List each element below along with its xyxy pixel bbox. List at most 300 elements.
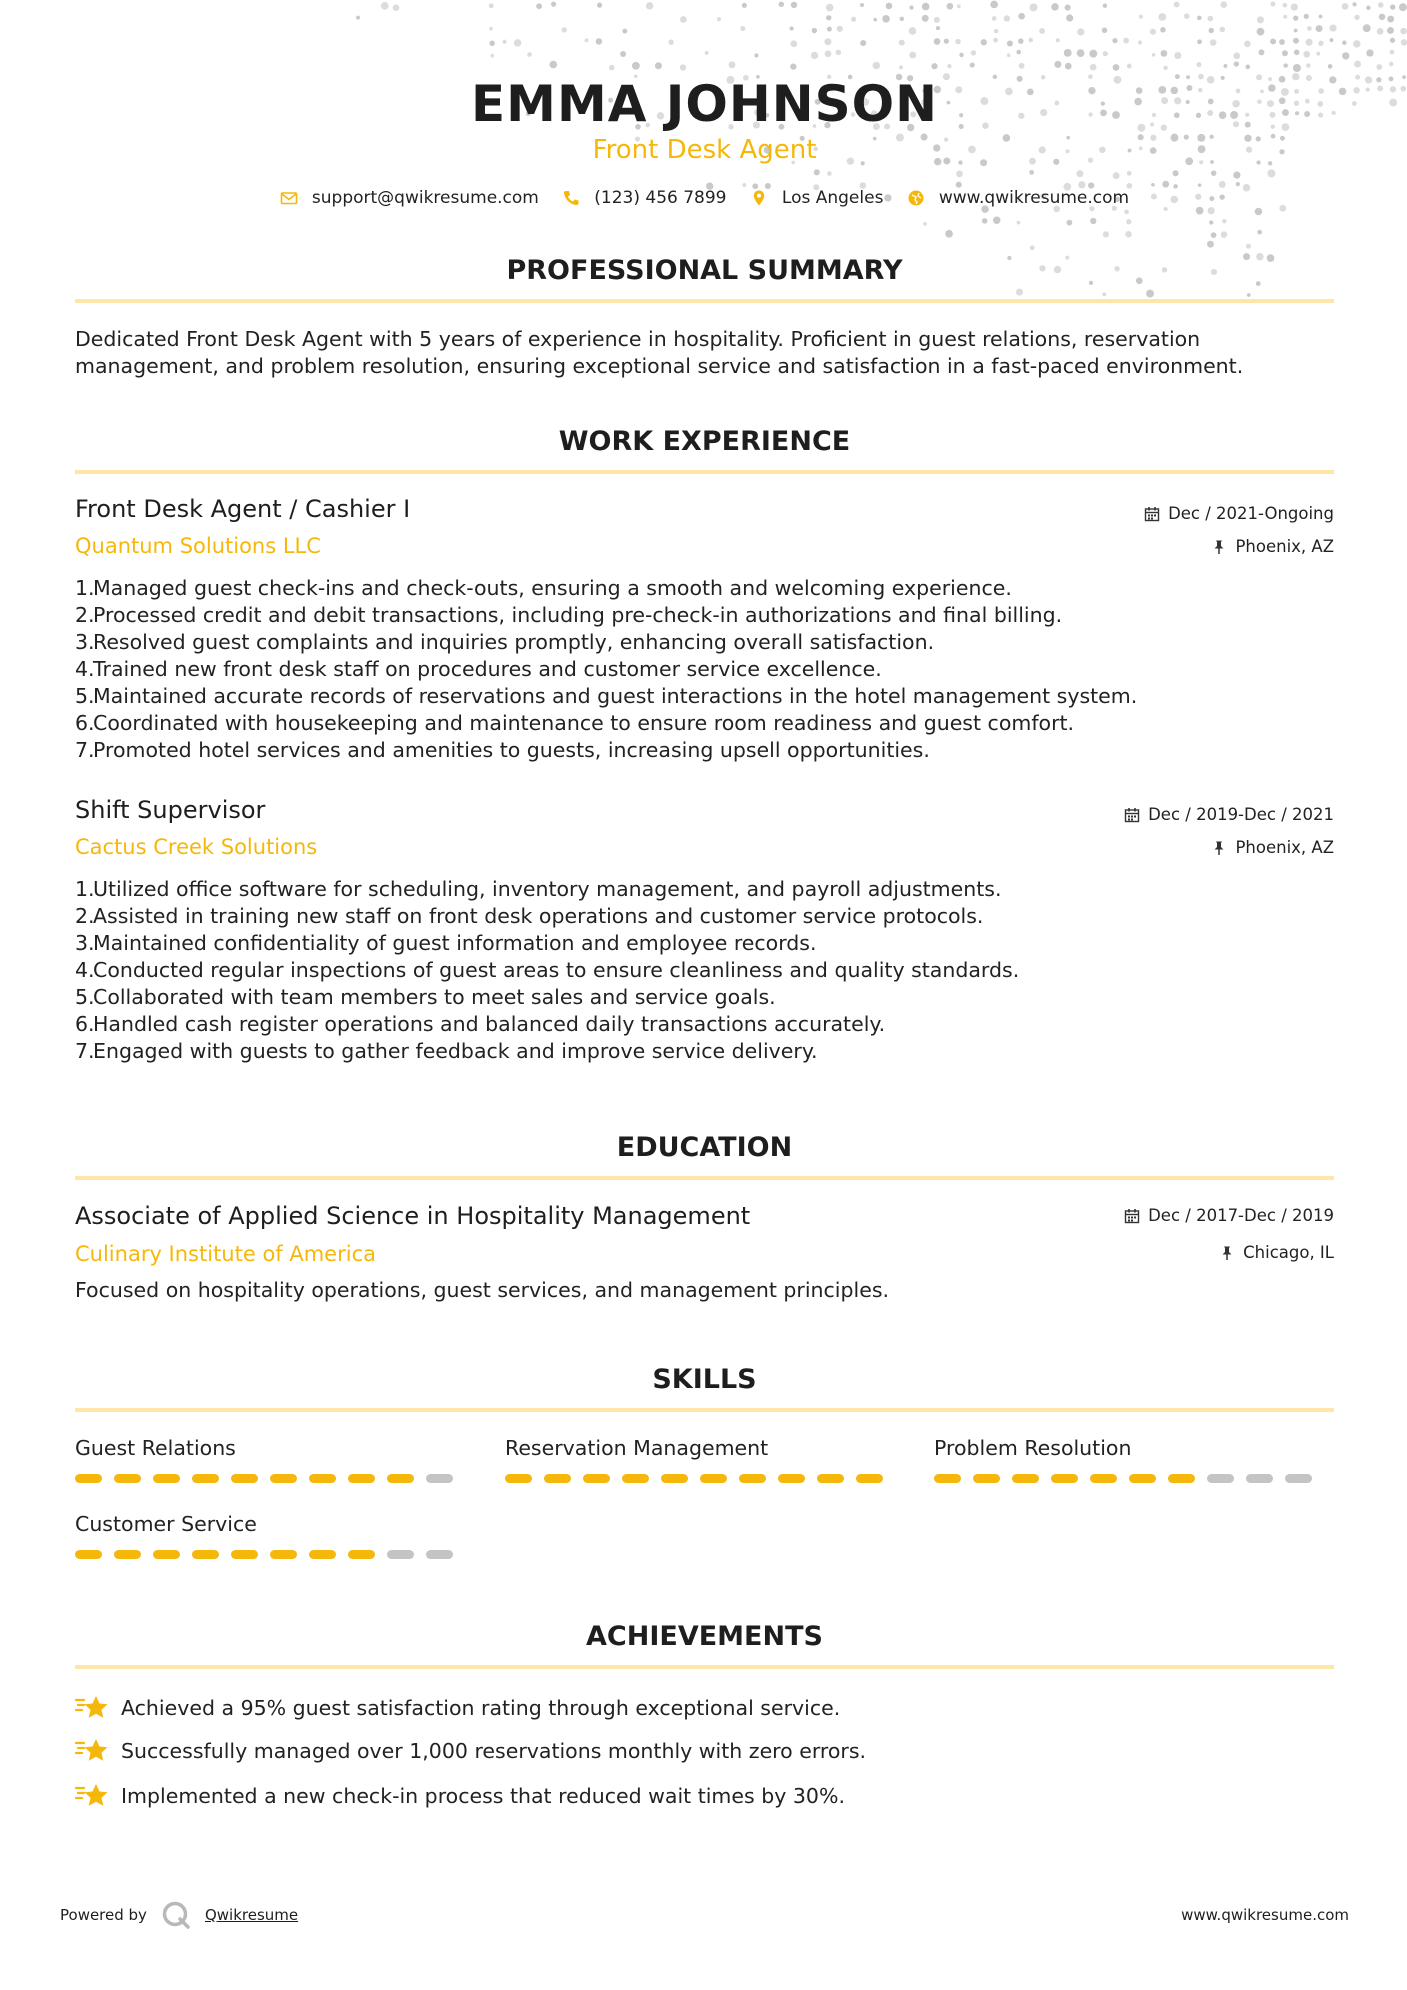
contact-email[interactable] [280, 186, 539, 210]
pattern-dot [1146, 290, 1154, 298]
skill-dash-filled [270, 1550, 297, 1559]
pattern-dot [1196, 62, 1201, 67]
job-title: Shift Supervisor [75, 796, 266, 824]
skill-dash-filled [153, 1474, 180, 1483]
pattern-dot [1184, 13, 1190, 19]
pattern-dot [527, 52, 532, 57]
skill-dash-filled [739, 1474, 766, 1483]
pattern-dot [729, 61, 736, 68]
pattern-dot [1076, 170, 1083, 177]
pattern-dot [1330, 38, 1334, 42]
pushpin-icon [1219, 1245, 1235, 1261]
pattern-dot [1138, 40, 1142, 44]
pattern-dot [1316, 25, 1323, 32]
education-dates [1124, 1205, 1334, 1227]
section-title-education: EDUCATION [616, 1132, 793, 1163]
pattern-dot [742, 3, 747, 8]
pattern-dot [934, 17, 940, 23]
pattern-dot [1007, 41, 1013, 47]
list-item: 2. Assisted in training new staff on front desk operations and customer service protocols. [75, 904, 984, 928]
pattern-dot [1342, 3, 1349, 10]
pattern-dot [1294, 29, 1298, 33]
pattern-dot [1387, 16, 1394, 23]
pattern-dot [860, 40, 866, 46]
email-text: support@qwikresume.com [311, 188, 539, 208]
skill-dash-empty [426, 1550, 453, 1559]
job-duties [75, 876, 1019, 1065]
pattern-dot [836, 50, 841, 55]
pattern-dot [596, 38, 602, 44]
pattern-dot [1103, 231, 1109, 237]
pattern-dot [1365, 76, 1372, 83]
pattern-dot [1306, 63, 1311, 68]
pattern-dot [1342, 40, 1346, 44]
pattern-dot [668, 39, 673, 44]
pattern-dot [1353, 87, 1359, 93]
skill-dash-empty [1285, 1474, 1312, 1483]
pattern-dot [994, 29, 998, 33]
pattern-dot [1318, 41, 1323, 46]
pattern-dot [1017, 221, 1021, 225]
pattern-dot [812, 28, 817, 33]
pattern-dot [1065, 63, 1072, 70]
pattern-dot [1366, 49, 1373, 56]
pattern-dot [1123, 38, 1129, 44]
phone-text: (123) 456 7899 [594, 188, 727, 208]
pattern-dot [827, 171, 832, 176]
section-divider [75, 1665, 1334, 1669]
pattern-dot [1233, 52, 1240, 59]
pattern-dot [1366, 87, 1370, 91]
pattern-dot [1158, 13, 1166, 21]
pattern-dot [1103, 3, 1107, 7]
achievement-text: Achieved a 95% guest satisfaction rating through exceptional service. [121, 1696, 841, 1720]
pattern-dot [740, 26, 745, 31]
skill-level-bar [505, 1474, 895, 1483]
skill-dash-filled [387, 1474, 414, 1483]
pattern-dot [1401, 86, 1407, 92]
pattern-dot [1207, 241, 1214, 248]
pattern-dot [837, 26, 843, 32]
pattern-dot [1197, 39, 1202, 44]
pattern-dot [1379, 14, 1385, 20]
skill-dash-empty [1246, 1474, 1273, 1483]
list-item: 4. Trained new front desk staff on procedures and customer service excellence. [75, 657, 882, 681]
pattern-dot [1283, 15, 1287, 19]
skill-dash-filled [544, 1474, 571, 1483]
pattern-dot [955, 39, 960, 44]
pattern-dot [1389, 62, 1394, 67]
pattern-dot [1007, 53, 1011, 57]
pattern-dot [1018, 13, 1025, 20]
star-icon [75, 1693, 109, 1723]
pattern-dot [970, 63, 975, 68]
phone-icon [562, 189, 580, 207]
pattern-dot [646, 2, 653, 9]
pushpin-icon [1211, 539, 1227, 555]
contact-location [750, 186, 884, 210]
skill-dash-filled [1129, 1474, 1156, 1483]
section-divider [75, 470, 1334, 474]
pattern-dot [1209, 220, 1213, 224]
pattern-dot [1376, 64, 1382, 70]
skill-dash-filled [661, 1474, 688, 1483]
pattern-dot [1389, 99, 1397, 107]
location-text: Phoenix, AZ [1235, 838, 1334, 857]
pattern-dot [1064, 49, 1072, 57]
footer-website-link[interactable]: www.qwikresume.com [1181, 1906, 1349, 1924]
pattern-dot [1267, 169, 1275, 177]
skill-dash-filled [75, 1474, 102, 1483]
pattern-dot [1173, 170, 1179, 176]
pattern-dot [947, 64, 951, 68]
pattern-dot [909, 27, 917, 35]
pattern-dot [1210, 39, 1217, 46]
section-divider [75, 1176, 1334, 1180]
skill-name: Customer Service [75, 1512, 257, 1536]
list-item: 7. Promoted hotel services and amenities to guests, increasing upsell opportunities. [75, 738, 930, 762]
pattern-dot [680, 16, 687, 23]
location-text: Phoenix, AZ [1235, 537, 1334, 556]
pattern-dot [1065, 5, 1071, 11]
pattern-dot [1018, 38, 1024, 44]
pattern-dot [1389, 76, 1394, 81]
pattern-dot [1304, 14, 1309, 19]
pattern-dot [1387, 27, 1394, 34]
education-description: Focused on hospitality operations, guest services, and management principles. [75, 1278, 890, 1302]
pattern-dot [1401, 39, 1407, 45]
skill-dash-filled [114, 1550, 141, 1559]
job-dates [1144, 503, 1334, 525]
summary-line: management, and problem resolution, ensuring exceptional service and satisfaction in a fast-paced environment. [75, 354, 1244, 378]
pattern-dot [1030, 245, 1035, 250]
pattern-dot [993, 217, 1001, 225]
pattern-dot [944, 39, 949, 44]
pattern-dot [790, 64, 796, 70]
pattern-dot [489, 3, 494, 8]
skill-dash-filled [856, 1474, 883, 1483]
pattern-dot [982, 218, 988, 224]
skill-dash-filled [231, 1550, 258, 1559]
pattern-dot [1400, 28, 1407, 35]
pattern-dot [1244, 41, 1251, 48]
brand-link[interactable]: Qwikresume [204, 1906, 299, 1924]
pattern-dot [957, 4, 961, 8]
pattern-dot [1102, 28, 1108, 34]
skill-dash-empty [426, 1474, 453, 1483]
skill-name: Problem Resolution [934, 1436, 1132, 1460]
pattern-dot [1220, 27, 1226, 33]
pattern-dot [1234, 61, 1239, 66]
pattern-dot [922, 15, 929, 22]
pattern-dot [1019, 63, 1025, 69]
pattern-dot [1390, 38, 1395, 43]
pattern-dot [1077, 28, 1084, 35]
pattern-dot [1221, 231, 1227, 237]
achievement-text: Successfully managed over 1,000 reservations monthly with zero errors. [121, 1739, 867, 1763]
pattern-dot [632, 62, 640, 70]
pattern-dot [1293, 38, 1299, 44]
pattern-dot [791, 2, 797, 8]
pattern-dot [1039, 28, 1045, 34]
pattern-dot [1329, 24, 1336, 31]
pattern-dot [1258, 49, 1264, 55]
pattern-dot [873, 62, 881, 70]
degree-title: Associate of Applied Science in Hospitality Management [75, 1202, 751, 1230]
pattern-dot [1306, 39, 1313, 46]
pattern-dot [990, 1, 998, 9]
pattern-dot [779, 2, 784, 7]
pattern-dot [1339, 88, 1347, 96]
pattern-dot [502, 40, 506, 44]
pattern-dot [1224, 64, 1228, 68]
pattern-dot [909, 6, 913, 10]
candidate-name: EMMA JOHNSON [471, 75, 938, 133]
envelope-icon [280, 189, 298, 207]
pattern-dot [1279, 39, 1285, 45]
pattern-dot [1126, 219, 1131, 224]
skill-dash-filled [114, 1474, 141, 1483]
list-item: 7. Engaged with guests to gather feedback and improve service delivery. [75, 1039, 818, 1063]
pattern-dot [1376, 77, 1381, 82]
pattern-dot [1113, 172, 1120, 179]
job-location [1211, 837, 1334, 859]
pattern-dot [585, 38, 589, 42]
pattern-dot [1353, 2, 1357, 6]
globe-icon [907, 189, 925, 207]
pattern-dot [1174, 52, 1181, 59]
pattern-dot [981, 39, 987, 45]
skill-dash-filled [700, 1474, 727, 1483]
section-title-achievements: ACHIEVEMENTS [586, 1621, 823, 1652]
section-title-experience: WORK EXPERIENCE [558, 426, 851, 457]
pattern-dot [811, 52, 818, 59]
pattern-dot [356, 16, 360, 20]
map-pin-icon [750, 189, 768, 207]
skill-item [75, 1510, 455, 1538]
contact-bar [75, 186, 1334, 214]
company-name: Cactus Creek Solutions [75, 835, 318, 859]
achievement-item [75, 1781, 845, 1811]
pattern-dot [1090, 218, 1096, 224]
calendar-icon [1124, 807, 1140, 823]
dates-text: Dec / 2021-Ongoing [1168, 504, 1334, 523]
company-name: Quantum Solutions LLC [75, 534, 321, 558]
pattern-dot [1233, 171, 1240, 178]
pattern-dot [1127, 171, 1132, 176]
pattern-dot [1294, 49, 1300, 55]
skill-name: Guest Relations [75, 1436, 236, 1460]
section-title-summary: PROFESSIONAL SUMMARY [506, 255, 903, 286]
pattern-dot [873, 18, 877, 22]
pattern-dot [923, 222, 927, 226]
skill-item [934, 1434, 1314, 1462]
pattern-dot [1163, 66, 1168, 71]
pattern-dot [1112, 38, 1117, 43]
skill-dash-filled [505, 1474, 532, 1483]
list-item: 1. Utilized office software for scheduling, inventory management, and payroll adjustments. [75, 877, 1002, 901]
calendar-icon [1124, 1208, 1140, 1224]
pattern-dot [489, 27, 493, 31]
skill-dash-filled [75, 1550, 102, 1559]
contact-phone[interactable] [562, 186, 726, 210]
dates-text: Dec / 2019-Dec / 2021 [1148, 805, 1334, 824]
pattern-dot [1161, 50, 1168, 57]
pattern-dot [1247, 293, 1251, 297]
section-title-skills: SKILLS [652, 1364, 757, 1395]
pattern-dot [1354, 15, 1359, 20]
skill-dash-filled [622, 1474, 649, 1483]
pattern-dot [959, 53, 964, 58]
pattern-dot [1090, 64, 1097, 71]
pattern-dot [1051, 3, 1058, 10]
summary-text [75, 326, 1334, 380]
pattern-dot [899, 40, 905, 46]
pattern-dot [1103, 51, 1108, 56]
pattern-dot [1016, 289, 1023, 296]
pattern-dot [1257, 230, 1262, 235]
pattern-dot [489, 41, 495, 47]
pattern-dot [789, 26, 793, 30]
pattern-dot [825, 50, 832, 57]
pattern-dot [1208, 28, 1213, 33]
pattern-dot [597, 3, 602, 8]
job-duties [75, 575, 1137, 764]
pattern-dot [754, 53, 758, 57]
pattern-dot [1328, 64, 1333, 69]
pattern-dot [1293, 16, 1298, 21]
pattern-dot [1029, 170, 1034, 175]
skill-dash-empty [387, 1550, 414, 1559]
skill-dash-filled [778, 1474, 805, 1483]
pattern-dot [827, 27, 832, 32]
pattern-dot [1293, 64, 1301, 72]
pattern-dot [945, 230, 953, 238]
pattern-dot [1271, 2, 1276, 7]
skill-dash-filled [1168, 1474, 1195, 1483]
pattern-dot [1089, 50, 1097, 58]
pattern-dot [1160, 27, 1166, 33]
job-location [1211, 536, 1334, 558]
achievement-item [75, 1693, 840, 1723]
skill-item [505, 1434, 885, 1462]
pattern-dot [609, 65, 615, 71]
skill-dash-filled [1090, 1474, 1117, 1483]
pattern-dot [1208, 16, 1214, 22]
pattern-dot [1270, 38, 1276, 44]
pattern-dot [1377, 28, 1384, 35]
pattern-dot [1319, 15, 1323, 19]
skill-dash-filled [1012, 1474, 1039, 1483]
pattern-dot [549, 61, 557, 69]
pattern-dot [1056, 38, 1060, 42]
pattern-dot [1390, 50, 1395, 55]
pattern-dot [1402, 75, 1406, 79]
pattern-dot [1197, 16, 1202, 21]
pattern-dot [655, 62, 662, 69]
pattern-dot [1354, 61, 1361, 68]
pattern-dot [971, 50, 976, 55]
pattern-dot [1004, 15, 1010, 21]
pattern-dot [899, 65, 903, 69]
contact-website[interactable] [907, 186, 1129, 210]
achievement-item [75, 1736, 866, 1766]
pattern-dot [1150, 29, 1156, 35]
skill-level-bar [75, 1474, 465, 1483]
pattern-dot [1139, 15, 1143, 19]
list-item: 4. Conducted regular inspections of guest areas to ensure cleanliness and quality standards. [75, 958, 1020, 982]
list-item: 2. Processed credit and debit transactions, including pre-check-in authorizations and final billing. [75, 603, 1063, 627]
footer [0, 1898, 1407, 1932]
pattern-dot [680, 64, 686, 70]
pattern-dot [1390, 86, 1396, 92]
pattern-dot [1030, 3, 1038, 11]
star-icon [75, 1781, 109, 1811]
pattern-dot [1221, 1, 1228, 8]
section-divider [75, 1408, 1334, 1412]
skill-dash-filled [231, 1474, 258, 1483]
skill-dash-filled [1051, 1474, 1078, 1483]
pattern-dot [1028, 38, 1033, 43]
pattern-dot [717, 17, 721, 21]
skill-dash-filled [973, 1474, 1000, 1483]
pattern-dot [826, 15, 831, 20]
website-text: www.qwikresume.com [938, 188, 1130, 208]
list-item: 1. Managed guest check-ins and check-outs, ensuring a smooth and welcoming experience. [75, 576, 1012, 600]
pattern-dot [1102, 292, 1106, 296]
pattern-dot [551, 2, 556, 7]
skill-dash-filled [153, 1550, 180, 1559]
pattern-dot [900, 17, 904, 21]
list-item: 6. Coordinated with housekeeping and maintenance to ensure room readiness and guest comfort. [75, 711, 1075, 735]
pattern-dot [1352, 101, 1357, 106]
pattern-dot [1152, 53, 1156, 57]
pattern-dot [1245, 65, 1250, 70]
achievement-text: Implemented a new check-in process that reduced wait times by 30%. [121, 1784, 845, 1808]
qwikresume-logo-icon [161, 1900, 191, 1930]
pattern-dot [826, 4, 834, 12]
skill-level-bar [75, 1550, 465, 1559]
skill-dash-filled [583, 1474, 610, 1483]
pattern-dot [882, 15, 890, 23]
pattern-dot [1054, 61, 1061, 68]
pattern-dot [1257, 16, 1264, 23]
pattern-dot [1353, 40, 1361, 48]
pattern-dot [922, 3, 930, 11]
school-name: Culinary Institute of America [75, 1242, 376, 1266]
pattern-dot [1377, 85, 1383, 91]
pattern-dot [1113, 64, 1120, 71]
pattern-dot [514, 39, 522, 47]
pattern-dot [1282, 50, 1288, 56]
pattern-dot [1366, 6, 1370, 10]
pattern-dot [1378, 2, 1384, 8]
pattern-dot [931, 63, 937, 69]
pattern-dot [1211, 232, 1217, 238]
pattern-dot [1016, 50, 1021, 55]
pattern-dot [1174, 2, 1180, 8]
pattern-dot [1307, 26, 1312, 31]
pattern-dot [1222, 219, 1226, 223]
pattern-dot [490, 54, 494, 58]
pattern-dot [790, 40, 797, 47]
pattern-dot [1211, 170, 1217, 176]
skill-dash-filled [270, 1474, 297, 1483]
pattern-dot [993, 38, 998, 43]
location-text: Los Angeles [781, 188, 884, 208]
pattern-dot [1303, 51, 1310, 58]
skill-dash-empty [1207, 1474, 1234, 1483]
